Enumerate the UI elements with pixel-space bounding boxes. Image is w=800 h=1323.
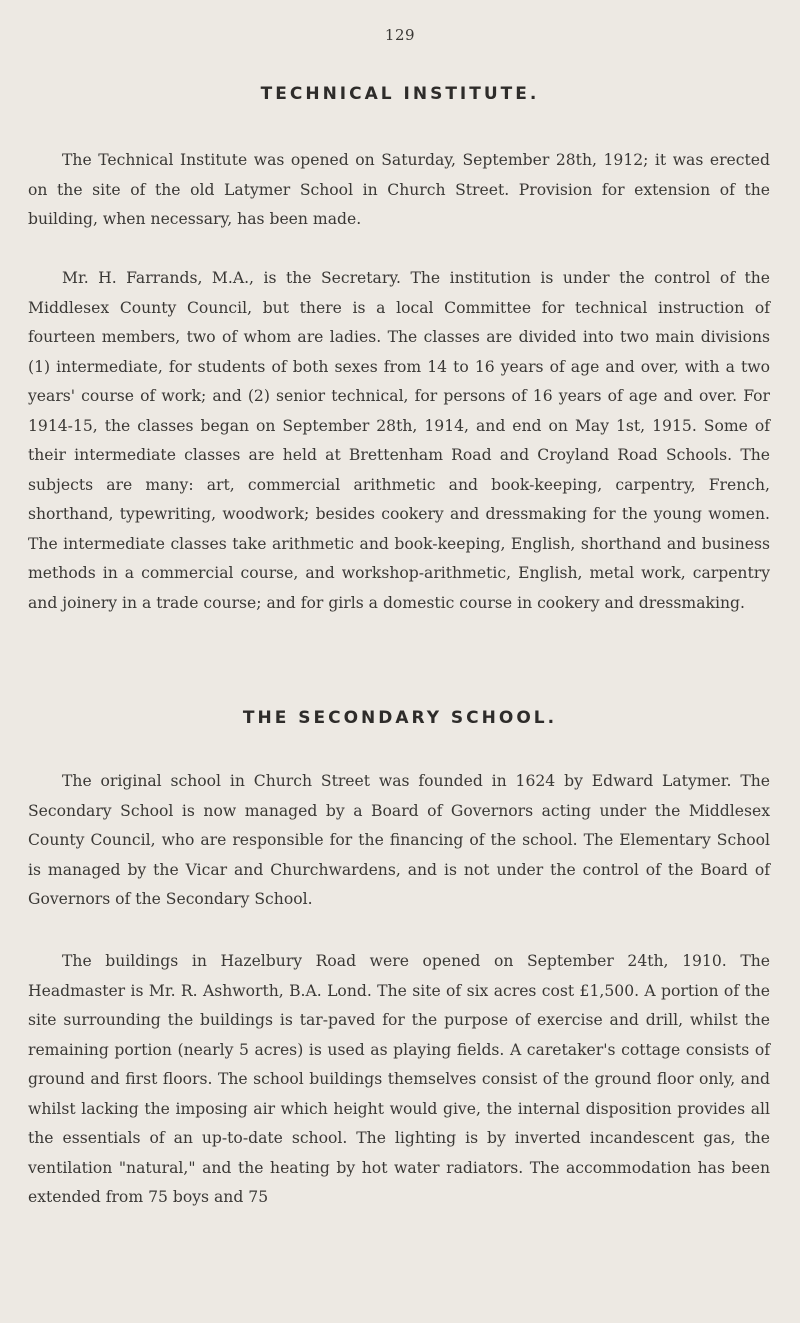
page-number: 129 <box>384 26 416 44</box>
paragraph: Mr. H. Farrands, M.A., is the Secretary. The institution is under the control of the Middlesex County Council, but there is a local Committee for technical instruction of fourteen members, two of whom are ladies. The classes are divided into two main divisions (1) intermediate, for students of both sexes from 14 to 16 years of age and over, with a two years' course of work; and (2) senior technical, for persons of 16 years of age and over. For 1914-15, the classes began on September 28th, 1914, and end on May 1st, 1915. Some of their intermediate classes are held at Brettenham Road and Croyland Road Schools. The subjects are many: art, commercial arithmetic and book-keeping, carpentry, French, shorthand, typewriting, woodwork; besides cookery and dressmaking for the young women. The intermediate classes take arithmetic and book-keeping, English, shorthand and business methods in a commercial course, and workshop-arithmetic, English, metal work, carpentry and joinery in a trade course; and for girls a domestic course in cookery and dressmaking. <box>28 269 770 612</box>
section-heading-technical-institute: TECHNICAL INSTITUTE. <box>260 84 540 104</box>
paragraph: The original school in Church Street was founded in 1624 by Edward Latymer. The Secondary School is now managed by a Board of Governors acting under the Middlesex County Council, who are responsible for the financing of the school. The Elementary School is managed by the Vicar and Churchwardens, and is not under the control of the Board of Governors of the Secondary School. <box>28 772 770 908</box>
paragraph: The buildings in Hazelbury Road were opened on September 24th, 1910. The Headmaster is Mr. R. Ashworth, B.A. Lond. The site of six acres cost £1,500. A portion of the site surrounding the buildings is tar-paved for the purpose of exercise and drill, whilst the remaining portion (nearly 5 acres) is used as playing fields. A caretaker's cottage consists of ground and first floors. The school buildings themselves consist of the ground floor only, and whilst lacking the imposing air which height would give, the internal disposition provides all the essentials of an up-to-date school. The lighting is by inverted incandescent gas, the ventilation "natural," and the heating by hot water radiators. The accommodation has been extended from 75 boys and 75 <box>28 952 770 1206</box>
section-heading-secondary-school: THE SECONDARY SCHOOL. <box>242 708 558 728</box>
paragraph: The Technical Institute was opened on Saturday, September 28th, 1912; it was erected on the site of the old Latymer School in Church Street. Provision for extension of the building, when necessary, has been made. <box>28 151 770 228</box>
